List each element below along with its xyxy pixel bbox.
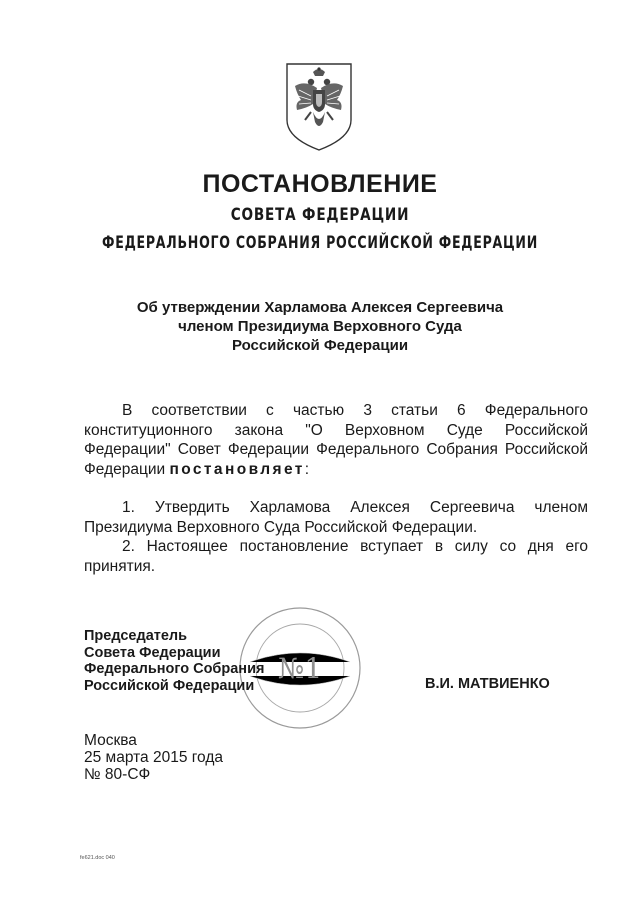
- document-number: № 80-СФ: [84, 766, 151, 783]
- file-code: fe621.doc 040: [80, 855, 115, 861]
- resolution-item-1: 1. Утвердить Харламова Алексея Сергеевича членом Президиума Верховного Суда Российской Федерации.: [84, 499, 588, 536]
- resolves-word: постановляет: [169, 460, 305, 478]
- signatory-title: [84, 628, 264, 694]
- signatory-line-3: Федерального Собрания: [84, 661, 265, 677]
- document-type-title: ПОСТАНОВЛЕНИЕ: [202, 170, 438, 198]
- city: Москва: [84, 732, 137, 749]
- place-and-date: [84, 732, 223, 783]
- coat-of-arms-icon: [283, 60, 355, 154]
- preamble-colon: :: [304, 460, 310, 478]
- document-date: 25 марта 2015 года: [84, 749, 224, 766]
- preamble-paragraph: [84, 401, 588, 479]
- signatory-line-4: Российской Федерации: [84, 677, 255, 694]
- signatory-line-1: Председатель: [84, 628, 188, 644]
- issuer-line-1: СОВЕТА ФЕДЕРАЦИИ: [230, 205, 410, 225]
- preamble-text: В соответствии с частью 3 статьи 6 Федерального конституционного закона "О Верховном Суде Российской Федерации" Совет Федерации Федерального Собрания Российской Федерации: [84, 402, 588, 478]
- stamp-number: №1: [277, 652, 323, 685]
- resolution-item-2: 2. Настоящее постановление вступает в силу со дня его принятия.: [84, 538, 588, 575]
- signatory-line-2: Совета Федерации: [84, 644, 221, 661]
- resolution-subject: [0, 298, 640, 355]
- subject-line-2: членом Президиума Верховного Суда: [178, 318, 462, 335]
- subject-line-3: Российской Федерации: [231, 337, 409, 354]
- subject-line-1: Об утверждении Харламова Алексея Сергеевича: [136, 299, 504, 316]
- signatory-name: В.И. МАТВИЕНКО: [425, 676, 550, 692]
- issuer-line-2: ФЕДЕРАЛЬНОГО СОБРАНИЯ РОССИЙСКОЙ ФЕДЕРАЦИИ: [102, 233, 538, 253]
